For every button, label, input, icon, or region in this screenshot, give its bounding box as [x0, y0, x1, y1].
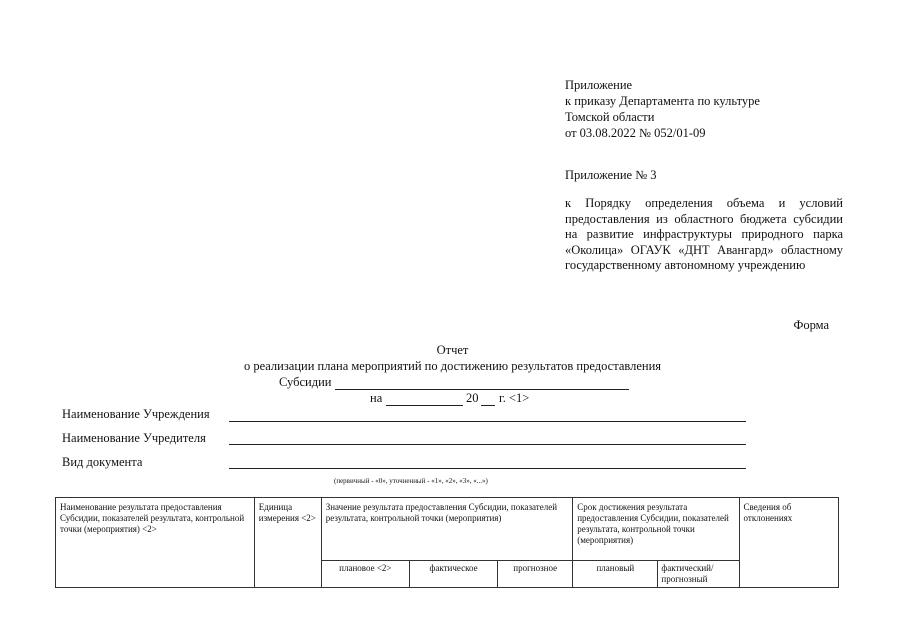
founder-label: Наименование Учредителя: [62, 431, 206, 445]
subheader-actual-value: фактическое: [409, 561, 497, 588]
subheader-planned-term: плановый: [573, 561, 658, 588]
header-result: Наименование результата предоставления Субсидии, показателей результата, контрольной точки (мероприятия) <2>: [56, 498, 255, 588]
subsidy-label: Субсидии: [279, 375, 332, 389]
header-deviation: Сведения об отклонениях: [739, 498, 838, 588]
header-term: Срок достижения результата предоставления Субсидии, показателей результата, контрольной точки (мероприятия): [573, 498, 739, 561]
institution-label: Наименование Учреждения: [62, 407, 210, 421]
date-line[interactable]: [386, 405, 463, 406]
annex-header: [565, 77, 760, 141]
form-label: Форма: [793, 318, 829, 332]
founder-line[interactable]: [229, 444, 746, 445]
report-subtitle: о реализации плана мероприятий по достижению результатов предоставления: [243, 359, 662, 373]
annex-number: Приложение № 3: [565, 168, 657, 182]
header-unit: Единица измерения <2>: [254, 498, 321, 588]
report-table: [55, 497, 839, 588]
year-line[interactable]: [481, 405, 495, 406]
annex-description: к Порядку определения объема и условий предоставления из областного бюджета субсидии на развитие инфраструктуры природного парка «Околица» ОГАУК «ДНТ Авангард» областному государственному автономному учреждению: [565, 196, 843, 272]
header-value: Значение результата предоставления Субсидии, показателей результата, контрольной точки (мероприятия): [321, 498, 573, 561]
date-suffix: г. <1>: [499, 391, 530, 405]
date-prefix: на: [370, 391, 383, 405]
subheader-actual-term: фактический/ прогнозный: [658, 561, 739, 588]
institution-line[interactable]: [229, 421, 746, 422]
annex-line: от 03.08.2022 № 052/01-09: [565, 126, 706, 140]
year-label: 20: [466, 391, 479, 405]
annex-line: Приложение: [565, 78, 633, 92]
report-title: Отчет: [436, 343, 469, 357]
subheader-forecast-value: прогнозное: [498, 561, 573, 588]
doc-type-label: Вид документа: [62, 455, 143, 469]
doc-type-hint: (первичный - «0», уточненный - «1», «2», «3», «...»): [334, 477, 488, 485]
subheader-planned-value: плановое <2>: [321, 561, 409, 588]
annex-line: Томской области: [565, 110, 655, 124]
annex-line: к приказу Департамента по культуре: [565, 94, 760, 108]
subsidy-line[interactable]: [335, 389, 629, 390]
doc-type-line[interactable]: [229, 468, 746, 469]
